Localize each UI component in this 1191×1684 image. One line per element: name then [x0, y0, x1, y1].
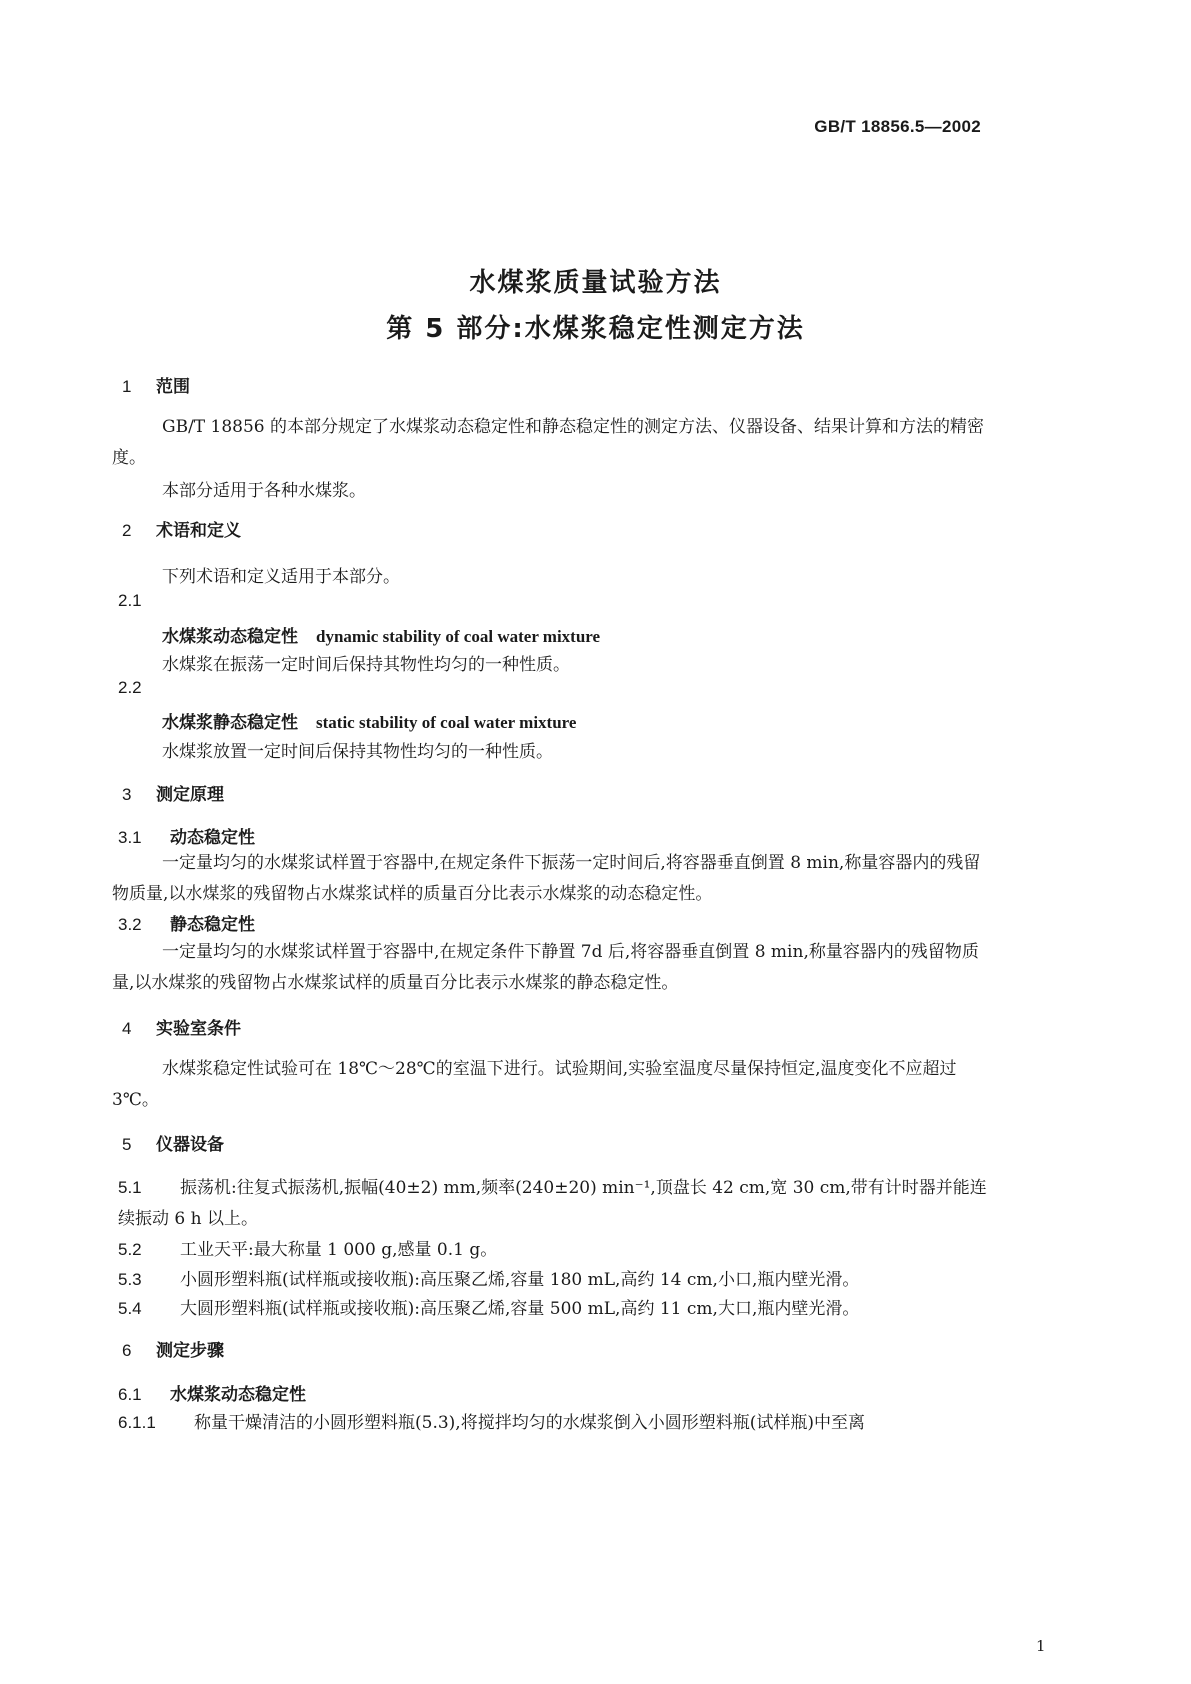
section-3-heading — [122, 780, 224, 805]
term-chinese: 水煤浆动态稳定性 — [162, 627, 298, 647]
step-text: 称量干燥清洁的小圆形塑料瓶(5.3),将搅拌均匀的水煤浆倒入小圆形塑料瓶(试样瓶)中至离 — [194, 1413, 865, 1433]
item-text: 振荡机:往复式振荡机,振幅(40±2) mm,频率(240±20) min⁻¹,顶盘长 42 cm,宽 30 cm,带有计时器并能连续振动 6 h 以上。 — [118, 1178, 987, 1229]
section-number: 4 — [122, 1019, 132, 1038]
section-title: 测定原理 — [156, 785, 224, 805]
subsection-3-2-heading — [118, 910, 255, 935]
section-6-heading — [122, 1336, 224, 1361]
subsection-3-2-text: 一定量均匀的水煤浆试样置于容器中,在规定条件下静置 7d 后,将容器垂直倒置 8 min,称量容器内的残留物质量,以水煤浆的残留物占水煤浆试样的质量百分比表示水煤浆的静态稳定性。 — [112, 942, 979, 993]
section-title: 术语和定义 — [156, 521, 241, 541]
document-title: 水煤浆质量试验方法 — [469, 268, 722, 298]
equipment-item-5-4 — [118, 1294, 859, 1319]
section-number: 6 — [122, 1341, 132, 1360]
subsection-number: 3.2 — [118, 915, 142, 934]
step-6-1-1 — [118, 1408, 865, 1433]
item-text: 工业天平:最大称量 1 000 g,感量 0.1 g。 — [180, 1240, 498, 1260]
standard-code: GB/T 18856.5—2002 — [814, 117, 981, 136]
item-number: 5.4 — [118, 1299, 142, 1318]
term-english: static stability of coal water mixture — [316, 713, 577, 732]
term-2-1-definition: 水煤浆在振荡一定时间后保持其物性均匀的一种性质。 — [162, 655, 570, 675]
section-number: 2 — [122, 521, 132, 540]
step-number: 6.1.1 — [118, 1413, 156, 1432]
term-english: dynamic stability of coal water mixture — [316, 627, 601, 646]
term-2-2-number: 2.2 — [118, 678, 142, 697]
item-number: 5.2 — [118, 1240, 142, 1259]
document-subtitle: 第 5 部分:水煤浆稳定性测定方法 — [386, 314, 805, 344]
section-2-intro: 下列术语和定义适用于本部分。 — [162, 567, 400, 587]
term-2-2 — [162, 708, 576, 733]
subsection-6-1-heading — [118, 1380, 306, 1405]
term-chinese: 水煤浆静态稳定性 — [162, 713, 298, 733]
section-1-scope-line: 本部分适用于各种水煤浆。 — [162, 481, 366, 501]
term-2-1-number: 2.1 — [118, 591, 142, 610]
item-text: 大圆形塑料瓶(试样瓶或接收瓶):高压聚乙烯,容量 500 mL,高约 11 cm,大口,瓶内壁光滑。 — [180, 1299, 860, 1319]
section-1-paragraph: GB/T 18856 的本部分规定了水煤浆动态稳定性和静态稳定性的测定方法、仪器设备、结果计算和方法的精密度。 — [112, 417, 985, 468]
section-title: 实验室条件 — [156, 1019, 241, 1039]
section-title: 测定步骤 — [156, 1341, 224, 1361]
section-number: 5 — [122, 1135, 132, 1154]
subsection-title: 水煤浆动态稳定性 — [170, 1385, 306, 1405]
term-2-1 — [162, 622, 600, 647]
subsection-title: 静态稳定性 — [170, 915, 255, 935]
section-number: 1 — [122, 377, 132, 396]
section-4-text: 水煤浆稳定性试验可在 18℃～28℃的室温下进行。试验期间,实验室温度尽量保持恒定,温度变化不应超过 3℃。 — [112, 1059, 957, 1110]
item-number: 5.1 — [118, 1178, 142, 1197]
section-2-heading — [122, 516, 241, 541]
equipment-item-5-3 — [118, 1265, 859, 1290]
item-text: 小圆形塑料瓶(试样瓶或接收瓶):高压聚乙烯,容量 180 mL,高约 14 cm,小口,瓶内壁光滑。 — [180, 1270, 860, 1290]
subsection-number: 6.1 — [118, 1385, 142, 1404]
section-title: 范围 — [156, 377, 190, 397]
section-number: 3 — [122, 785, 132, 804]
page-number: 1 — [1036, 1637, 1046, 1655]
section-4-heading — [122, 1014, 241, 1039]
term-2-2-definition: 水煤浆放置一定时间后保持其物性均匀的一种性质。 — [162, 742, 553, 762]
section-1-heading — [122, 372, 190, 397]
subsection-title: 动态稳定性 — [170, 828, 255, 848]
subsection-number: 3.1 — [118, 828, 142, 847]
section-5-heading — [122, 1130, 224, 1155]
equipment-item-5-2 — [118, 1235, 497, 1260]
subsection-3-1-text: 一定量均匀的水煤浆试样置于容器中,在规定条件下振荡一定时间后,将容器垂直倒置 8 min,称量容器内的残留物质量,以水煤浆的残留物占水煤浆试样的质量百分比表示水煤浆的动态稳定性。 — [112, 853, 981, 904]
subsection-3-1-heading — [118, 823, 255, 848]
equipment-item-5-1 — [118, 1172, 994, 1235]
item-number: 5.3 — [118, 1270, 142, 1289]
section-title: 仪器设备 — [156, 1135, 224, 1155]
